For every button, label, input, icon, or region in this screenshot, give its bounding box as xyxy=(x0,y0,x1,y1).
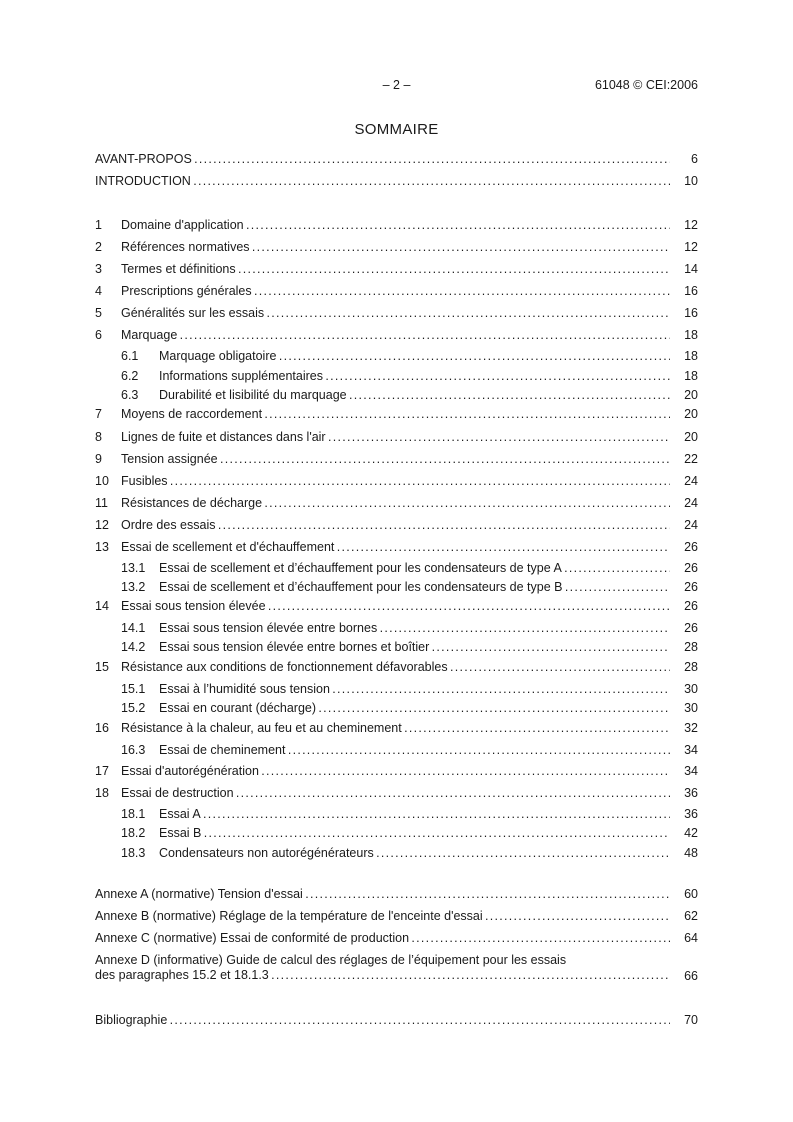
toc-subentry[interactable] xyxy=(95,807,698,823)
toc-entry-bibliographie[interactable] xyxy=(95,1013,698,1029)
toc-entry-number: 13.2 xyxy=(121,580,146,594)
toc-entry-page: 34 xyxy=(684,743,698,757)
toc-entry-page: 62 xyxy=(684,909,698,923)
toc-entry-number: 17 xyxy=(95,764,109,778)
toc-entry-label: Bibliographie . . . xyxy=(95,1013,670,1029)
toc-entry[interactable] xyxy=(95,540,698,556)
toc-subentry[interactable] xyxy=(95,846,698,862)
toc-entry-page: 20 xyxy=(684,430,698,444)
toc-entry-label: Essai de cheminement xyxy=(159,743,286,757)
toc-subentry[interactable] xyxy=(95,640,698,656)
toc-entry[interactable] xyxy=(95,452,698,468)
toc-entry-label: Résistances de décharge xyxy=(121,496,263,510)
toc-entry-page: 24 xyxy=(684,474,698,488)
toc-subentry[interactable] xyxy=(95,826,698,842)
toc-entry-page: 28 xyxy=(684,660,698,674)
toc-entry[interactable] xyxy=(95,328,698,344)
toc-entry-page: 18 xyxy=(684,349,698,363)
toc-entry[interactable] xyxy=(95,407,698,423)
toc-entry-label: Essai d'autorégénération xyxy=(121,764,259,778)
toc-entry-label: AVANT-PROPOS . . . xyxy=(95,152,670,168)
toc-entry[interactable] xyxy=(95,306,698,322)
toc-entry-label: Essai de scellement et d’échauffement pour les condensateurs de type B xyxy=(159,580,563,594)
toc-entry-page: 24 xyxy=(684,496,698,510)
toc-entry-label: Essai sous tension élevée entre bornes et boîtier xyxy=(159,640,430,654)
toc-entry-label: Marquage xyxy=(121,328,178,342)
toc-entry-label: Résistance aux conditions de fonctionnement défavorables xyxy=(121,660,448,674)
toc-entry[interactable] xyxy=(95,240,698,256)
toc-entry-label: Essai en courant (décharge) xyxy=(159,701,317,715)
toc-entry-label: Marquage obligatoire xyxy=(159,349,277,363)
toc-entry-label: Essai à l’humidité sous tension xyxy=(159,682,330,696)
toc-entry-number: 4 xyxy=(95,284,102,298)
toc-entry-page: 28 xyxy=(684,640,698,654)
toc-entry-number: 10 xyxy=(95,474,109,488)
toc-entry-label: Condensateurs non autorégénérateurs xyxy=(159,846,374,860)
toc-entry-page: 36 xyxy=(684,807,698,821)
toc-entry[interactable] xyxy=(95,218,698,234)
toc-entry-label: Annexe D (informative) Guide de calcul des réglages de l’équipement pour les essais xyxy=(95,953,567,967)
toc-entry-label: Annexe A (normative) Tension d'essai . . . xyxy=(95,887,670,903)
toc-entry-label: Généralités sur les essais xyxy=(121,306,265,320)
toc-entry[interactable] xyxy=(95,262,698,278)
toc-entry-page: 64 xyxy=(684,931,698,945)
toc-entry-label: Résistance à la chaleur, au feu et au cheminement xyxy=(121,721,402,735)
toc-entry-label: Essai sous tension élevée entre bornes xyxy=(159,621,378,635)
toc-entry-page: 20 xyxy=(684,388,698,402)
toc-entry-page: 42 xyxy=(684,826,698,840)
toc-entry-number: 1 xyxy=(95,218,102,232)
toc-entry[interactable] xyxy=(95,496,698,512)
toc-entry-number: 11 xyxy=(95,496,108,510)
toc-entry[interactable] xyxy=(95,284,698,300)
toc-entry-number: 2 xyxy=(95,240,102,254)
toc-entry-number: 7 xyxy=(95,407,102,421)
toc-entry-label: Fusibles xyxy=(121,474,168,488)
toc-entry-label: Essai de destruction xyxy=(121,786,234,800)
toc-subentry[interactable] xyxy=(95,743,698,759)
toc-entry-label: Essai B xyxy=(159,826,202,840)
toc-entry-label: Prescriptions générales xyxy=(121,284,252,298)
toc-entry-label: Moyens de raccordement xyxy=(121,407,263,421)
toc-entry-label: Essai A xyxy=(159,807,201,821)
toc-entry-page: 26 xyxy=(684,580,698,594)
toc-entry-number: 18.3 xyxy=(121,846,146,860)
toc-entry[interactable] xyxy=(95,430,698,446)
toc-entry-label: Termes et définitions xyxy=(121,262,236,276)
toc-entry-number: 6.3 xyxy=(121,388,139,402)
toc-entry-label: Domaine d'application xyxy=(121,218,244,232)
toc-entry-number: 8 xyxy=(95,430,102,444)
toc-entry-page: 12 xyxy=(684,218,698,232)
toc-entry-number: 12 xyxy=(95,518,109,532)
toc-entry-label: Essai de scellement et d’échauffement pour les condensateurs de type A xyxy=(159,561,562,575)
toc-entry[interactable] xyxy=(95,518,698,534)
toc-entry[interactable] xyxy=(95,786,698,802)
toc-entry-number: 14 xyxy=(95,599,109,613)
toc-entry[interactable] xyxy=(95,599,698,615)
toc-subentry[interactable] xyxy=(95,349,698,365)
toc-entry-page: 30 xyxy=(684,682,698,696)
toc-subentry[interactable] xyxy=(95,561,698,577)
toc-entry-number: 6 xyxy=(95,328,102,342)
toc-entry-page: 18 xyxy=(684,369,698,383)
toc-entry-number: 18.2 xyxy=(121,826,146,840)
toc-entry-label: Tension assignée xyxy=(121,452,218,466)
toc-entry-number: 6.2 xyxy=(121,369,139,383)
toc-entry-number: 16 xyxy=(95,721,109,735)
toc-entry-annexe-a[interactable] xyxy=(95,887,698,903)
toc-entry-number: 14.2 xyxy=(121,640,146,654)
toc-entry-page: 32 xyxy=(684,721,698,735)
toc-entry-label: Essai sous tension élevée xyxy=(121,599,266,613)
toc-entry-page: 36 xyxy=(684,786,698,800)
toc-entry-number: 9 xyxy=(95,452,102,466)
toc-entry-label: Durabilité et lisibilité du marquage xyxy=(159,388,347,402)
toc-entry-number: 18.1 xyxy=(121,807,146,821)
toc-entry-page: 30 xyxy=(684,701,698,715)
toc-entry-page: 18 xyxy=(684,328,698,342)
toc-subentry[interactable] xyxy=(95,580,698,596)
toc-entry-page: 14 xyxy=(684,262,698,276)
toc-entry-page: 12 xyxy=(684,240,698,254)
toc-subentry[interactable] xyxy=(95,369,698,385)
toc-entry-number: 14.1 xyxy=(121,621,146,635)
document-reference: 61048 © CEI:2006 xyxy=(594,78,698,92)
table-of-contents xyxy=(95,0,698,1122)
toc-entry-number: 13.1 xyxy=(121,561,146,575)
toc-entry-label: INTRODUCTION . . . xyxy=(95,174,670,190)
toc-entry-annexe-d[interactable] xyxy=(95,953,698,985)
toc-subentry[interactable] xyxy=(95,701,698,717)
toc-entry-label: Références normatives xyxy=(121,240,250,254)
toc-entry-page: 66 xyxy=(684,969,698,983)
toc-entry-number: 15.1 xyxy=(121,682,146,696)
toc-entry-number: 16.3 xyxy=(121,743,146,757)
toc-entry-page: 26 xyxy=(684,561,698,575)
toc-entry-label: Lignes de fuite et distances dans l'air xyxy=(121,430,326,444)
toc-entry-page: 10 xyxy=(684,174,698,188)
toc-entry-page: 34 xyxy=(684,764,698,778)
toc-entry-label: Annexe C (normative) Essai de conformité de production . . . xyxy=(95,931,670,947)
page-title: SOMMAIRE xyxy=(354,121,439,138)
toc-entry-page: 60 xyxy=(684,887,698,901)
toc-entry-page: 20 xyxy=(684,407,698,421)
toc-entry-page: 26 xyxy=(684,599,698,613)
toc-entry[interactable] xyxy=(95,721,698,737)
page-number: – 2 – xyxy=(382,78,411,92)
toc-entry-number: 13 xyxy=(95,540,109,554)
toc-entry-page: 24 xyxy=(684,518,698,532)
toc-entry-label: Ordre des essais xyxy=(121,518,216,532)
toc-entry-number: 5 xyxy=(95,306,102,320)
toc-entry-label: Essai de scellement et d'échauffement xyxy=(121,540,335,554)
toc-entry-page: 16 xyxy=(684,306,698,320)
toc-entry-page: 16 xyxy=(684,284,698,298)
toc-entry-page: 6 xyxy=(691,152,698,166)
toc-entry[interactable] xyxy=(95,474,698,490)
toc-entry-avant-propos[interactable] xyxy=(95,152,698,168)
toc-subentry[interactable] xyxy=(95,682,698,698)
toc-entry-label: Informations supplémentaires xyxy=(159,369,323,383)
toc-entry[interactable] xyxy=(95,660,698,676)
toc-subentry[interactable] xyxy=(95,621,698,637)
toc-entry-number: 18 xyxy=(95,786,109,800)
toc-entry-page: 48 xyxy=(684,846,698,860)
toc-entry-annexe-b[interactable] xyxy=(95,909,698,925)
toc-entry-page: 26 xyxy=(684,621,698,635)
toc-entry-label: Annexe B (normative) Réglage de la température de l'enceinte d'essai . . . xyxy=(95,909,670,925)
toc-entry-page: 22 xyxy=(684,452,698,466)
toc-entry-number: 15 xyxy=(95,660,109,674)
toc-entry-annexe-c[interactable] xyxy=(95,931,698,947)
toc-entry-label-continued: des paragraphes 15.2 et 18.1.3 . . . xyxy=(95,968,670,983)
toc-entry-page: 26 xyxy=(684,540,698,554)
toc-entry[interactable] xyxy=(95,764,698,780)
toc-entry-number: 15.2 xyxy=(121,701,146,715)
toc-entry-number: 6.1 xyxy=(121,349,139,363)
toc-entry-number: 3 xyxy=(95,262,102,276)
toc-entry-page: 70 xyxy=(684,1013,698,1027)
toc-subentry[interactable] xyxy=(95,388,698,404)
toc-entry-introduction[interactable] xyxy=(95,174,698,190)
